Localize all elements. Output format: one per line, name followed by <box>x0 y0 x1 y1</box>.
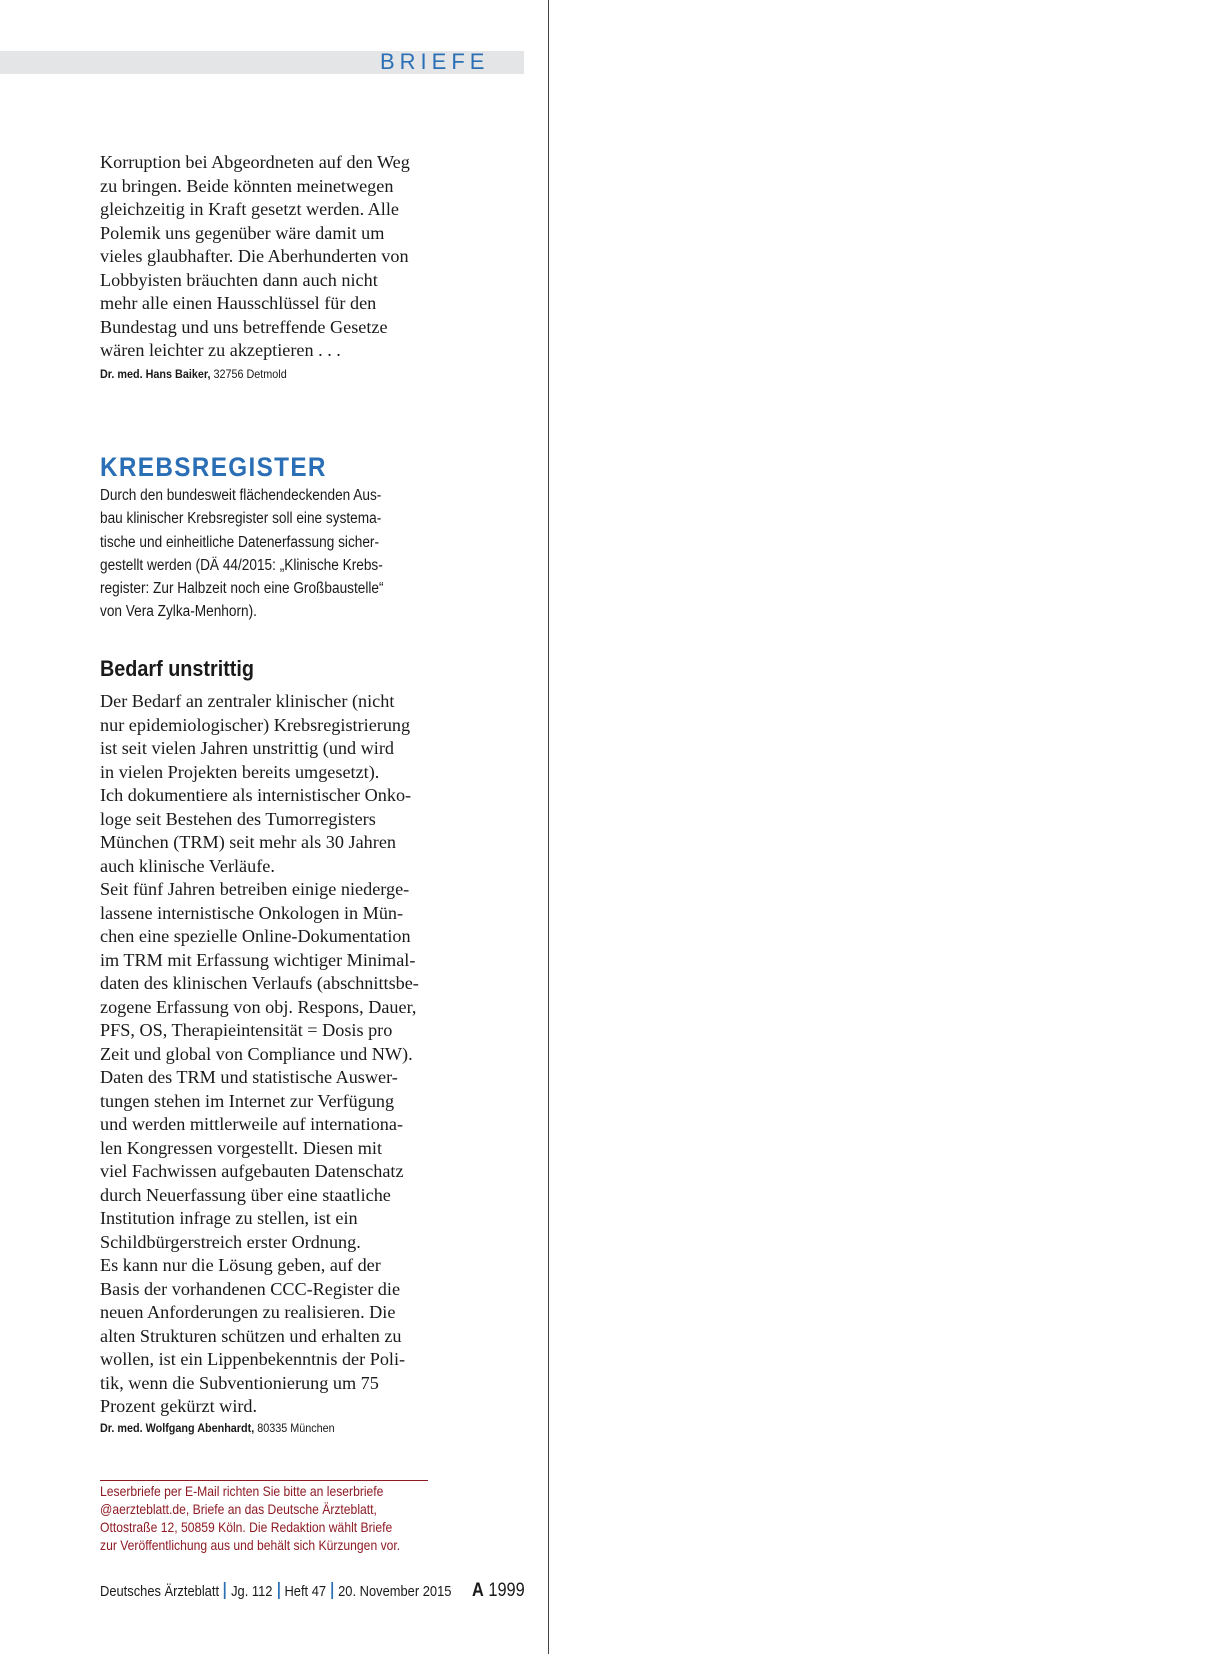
text-line: chen eine spezielle Online-Dokumentation <box>100 926 411 946</box>
author-name: Dr. med. Hans Baiker, <box>100 367 211 381</box>
intro-line: Durch den bundesweit flächendeckenden Aus- <box>100 487 382 504</box>
text-line: neuen Anforderungen zu realisieren. Die <box>100 1302 396 1322</box>
letter-signature <box>100 1420 402 1436</box>
text-line: in vielen Projekten bereits umgesetzt). <box>100 761 380 782</box>
text-line: zogene Erfassung von obj. Respons, Dauer, <box>100 996 417 1017</box>
text-line: durch Neuerfassung über eine staatliche <box>100 1184 391 1205</box>
section-intro <box>100 484 384 624</box>
text-line: Ich dokumentiere als internistischer Onko- <box>100 785 412 805</box>
footer-separator <box>278 1582 280 1599</box>
letter-title: Bedarf unstrittig <box>100 656 255 681</box>
intro-line: gestellt werden (DÄ 44/2015: „Klinische Krebs- <box>100 556 383 574</box>
text-line: Daten des TRM und statistische Auswer- <box>100 1067 398 1087</box>
text-line: vieles glaubhafter. Die Aberhunderten von <box>100 246 409 266</box>
intro-line: tische und einheitliche Datenerfassung sicher- <box>100 533 380 551</box>
text-line: Lobbyisten bräuchten dann auch nicht <box>100 269 378 290</box>
text-line: Zeit und global von Compliance und NW). <box>100 1043 413 1064</box>
text-line: lassene internistische Onkologen in Mün- <box>100 902 404 923</box>
footer-separator <box>331 1582 333 1599</box>
page-footer <box>100 1582 451 1602</box>
page-prefix: A <box>472 1580 484 1601</box>
notice-line: Ottostraße 12, 50859 Köln. Die Redaktion wählt Briefe <box>100 1520 393 1535</box>
text-line: wären leichter zu akzeptieren . . . <box>100 340 341 360</box>
text-line: wollen, ist ein Lippenbekenntnis der Poli- <box>100 1349 406 1369</box>
text-line: Bundestag und uns betreffende Gesetze <box>100 316 388 337</box>
letter-body <box>100 690 435 1419</box>
intro-line: bau klinischer Krebsregister soll eine systema- <box>100 510 382 528</box>
journal-issue: Heft 47 <box>284 1583 327 1600</box>
page-number-value: 1999 <box>483 1580 525 1601</box>
text-line: loge seit Bestehen des Tumorregisters <box>100 808 376 829</box>
intro-line: von Vera Zylka-Menhorn). <box>100 603 257 621</box>
text-line: Basis der vorhandenen CCC-Register die <box>100 1278 401 1299</box>
text-line: daten des klinischen Verlaufs (abschnittsbe- <box>100 973 419 993</box>
notice-line: Leserbriefe per E-Mail richten Sie bitte an leserbriefe <box>100 1484 384 1499</box>
page-number <box>472 1580 525 1602</box>
text-line: gleichzeitig in Kraft gesetzt werden. Alle <box>100 199 399 219</box>
text-line: Schildbürgerstreich erster Ordnung. <box>100 1231 361 1252</box>
notice-line: @aerzteblatt.de, Briefe an das Deutsche Ärzteblatt, <box>100 1502 377 1517</box>
text-line: tungen stehen im Internet zur Verfügung <box>100 1090 395 1111</box>
issue-date: 20. November 2015 <box>338 1583 452 1600</box>
text-line: zu bringen. Beide könnten meinetwegen <box>100 175 394 196</box>
text-line: nur epidemiologischer) Krebsregistrierung <box>100 714 411 735</box>
text-line: Prozent gekürzt wird. <box>100 1396 258 1416</box>
author-place: 80335 München <box>254 1421 335 1435</box>
notice-line: zur Veröffentlichung aus und behält sich Kürzungen vor. <box>100 1538 401 1553</box>
submission-notice <box>100 1483 400 1555</box>
letter-signature <box>100 366 402 382</box>
text-line: mehr alle einen Hausschlüssel für den <box>100 293 377 313</box>
column-divider <box>548 0 549 1654</box>
text-line: Polemik uns gegenüber wäre damit um <box>100 222 385 243</box>
text-line: im TRM mit Erfassung wichtiger Minimal- <box>100 949 416 970</box>
journal-name: Deutsches Ärzteblatt <box>100 1583 220 1600</box>
notice-divider <box>100 1480 428 1481</box>
intro-line: register: Zur Halbzeit noch eine Großbaustelle“ <box>100 580 384 598</box>
text-line: Seit fünf Jahren betreiben einige niederge- <box>100 879 410 899</box>
text-line: ist seit vielen Jahren unstrittig (und wird <box>100 738 394 758</box>
text-line: viel Fachwissen aufgebauten Datenschatz <box>100 1161 404 1181</box>
text-line: tik, wenn die Subventionierung um 75 <box>100 1372 379 1393</box>
text-line: len Kongressen vorgestellt. Diesen mit <box>100 1137 383 1158</box>
text-line: München (TRM) seit mehr als 30 Jahren <box>100 832 396 852</box>
section-title: BRIEFE <box>380 49 490 74</box>
text-line: Es kann nur die Lösung geben, auf der <box>100 1255 381 1275</box>
author-place: 32756 Detmold <box>210 367 287 381</box>
text-line: auch klinische Verläufe. <box>100 855 275 876</box>
text-line: Der Bedarf an zentraler klinischer (nicht <box>100 691 395 711</box>
text-line: Institution infrage zu stellen, ist ein <box>100 1208 358 1228</box>
author-name: Dr. med. Wolfgang Abenhardt, <box>100 1421 255 1435</box>
footer-separator <box>224 1582 226 1599</box>
letter-continuation <box>100 151 435 363</box>
text-line: alten Strukturen schützen und erhalten zu <box>100 1325 402 1346</box>
text-line: Korruption bei Abgeordneten auf den Weg <box>100 152 410 172</box>
text-line: und werden mittlerweile auf internationa- <box>100 1114 404 1134</box>
journal-volume: Jg. 112 <box>231 1583 273 1600</box>
section-heading: KREBSREGISTER <box>100 452 327 482</box>
text-line: PFS, OS, Therapieintensität = Dosis pro <box>100 1020 393 1040</box>
